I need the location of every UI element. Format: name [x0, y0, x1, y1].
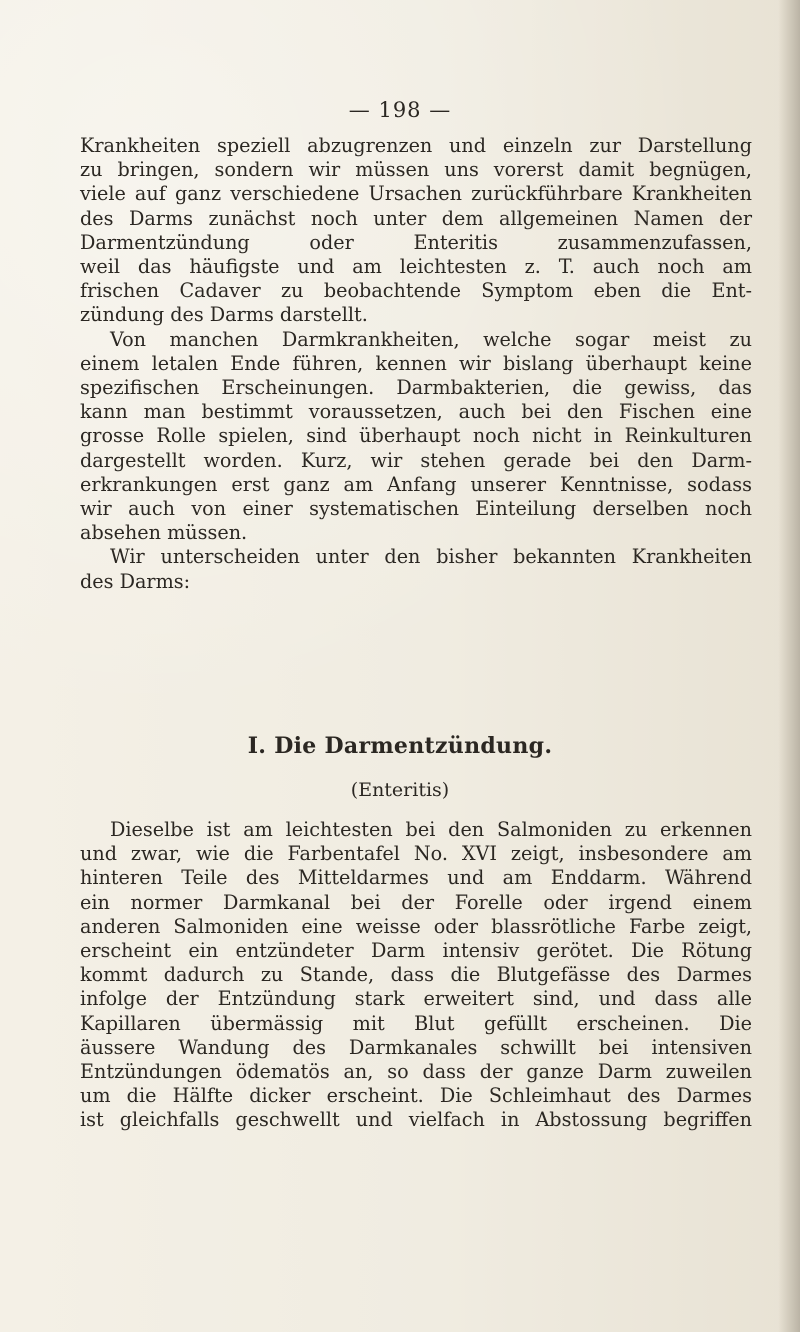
- text-line: ein normer Darmkanal bei der Forelle oder irgend einem: [80, 890, 752, 914]
- text-line: grosse Rolle spielen, sind überhaupt noch nicht in Reinkulturen: [80, 424, 752, 448]
- text-line: um die Hälfte dicker erscheint. Die Schleimhaut des Darmes: [80, 1084, 752, 1108]
- text-line: einem letalen Ende führen, kennen wir bislang überhaupt keine: [80, 351, 752, 375]
- text-block-2: [80, 818, 752, 1133]
- text-line: zu bringen, sondern wir müssen uns vorerst damit begnügen,: [80, 158, 752, 182]
- text-line: anderen Salmoniden eine weisse oder blassrötliche Farbe zeigt,: [80, 914, 752, 938]
- page-edge-shadow: [778, 0, 800, 1332]
- text-line: erscheint ein entzündeter Darm intensiv gerötet. Die Rötung: [80, 939, 752, 963]
- text-line: wir auch von einer systematischen Einteilung derselben noch: [80, 497, 752, 521]
- section-subheading: (Enteritis): [350, 779, 450, 801]
- text-line: Wir unterscheiden unter den bisher bekannten Krankheiten: [110, 545, 752, 569]
- text-line: kommt dadurch zu Stande, dass die Blutgefässe des Darmes: [80, 963, 752, 987]
- text-line: kann man bestimmt voraussetzen, auch bei den Fischen eine: [80, 400, 752, 424]
- text-line: und zwar, wie die Farbentafel No. XVI zeigt, insbesondere am: [80, 842, 752, 866]
- page-number: — 198 —: [348, 98, 452, 122]
- text-line: des Darms zunächst noch unter dem allgemeinen Namen der: [80, 206, 752, 230]
- text-line: spezifischen Erscheinungen. Darmbakterien, die gewiss, das: [80, 376, 752, 400]
- text-line: hinteren Teile des Mitteldarmes und am Enddarm. Während: [80, 866, 752, 890]
- section-heading: I. Die Darmentzündung.: [247, 733, 553, 759]
- text-line: dargestellt worden. Kurz, wir stehen gerade bei den Darm-: [80, 448, 752, 472]
- text-line: ist gleichfalls geschwellt und vielfach in Abstossung begriffen: [80, 1108, 752, 1132]
- text-line: Kapillaren übermässig mit Blut gefüllt erscheinen. Die: [80, 1011, 752, 1035]
- text-line: frischen Cadaver zu beobachtende Symptom eben die Ent-: [80, 279, 752, 303]
- text-line: erkrankungen erst ganz am Anfang unserer Kenntnisse, sodass: [80, 472, 752, 496]
- text-line: äussere Wandung des Darmkanales schwillt bei intensiven: [80, 1035, 752, 1059]
- text-line: Von manchen Darmkrankheiten, welche sogar meist zu: [110, 327, 752, 351]
- text-line: weil das häufigste und am leichtesten z. T. auch noch am: [80, 255, 752, 279]
- text-block-1: [80, 134, 752, 594]
- text-line: Darmentzündung oder Enteritis zusammenzufassen,: [80, 230, 752, 254]
- text-line: des Darms:: [80, 569, 191, 593]
- text-line: Entzündungen ödematös an, so dass der ganze Darm zuweilen: [80, 1060, 752, 1084]
- text-line: zündung des Darms darstellt.: [80, 303, 368, 327]
- text-line: absehen müssen.: [80, 521, 248, 545]
- text-line: Krankheiten speziell abzugrenzen und einzeln zur Darstellung: [80, 134, 752, 157]
- text-line: viele auf ganz verschiedene Ursachen zurückführbare Krankheiten: [80, 182, 752, 206]
- text-line: infolge der Entzündung stark erweitert sind, und dass alle: [80, 987, 752, 1011]
- text-line: Dieselbe ist am leichtesten bei den Salmoniden zu erkennen: [110, 818, 752, 841]
